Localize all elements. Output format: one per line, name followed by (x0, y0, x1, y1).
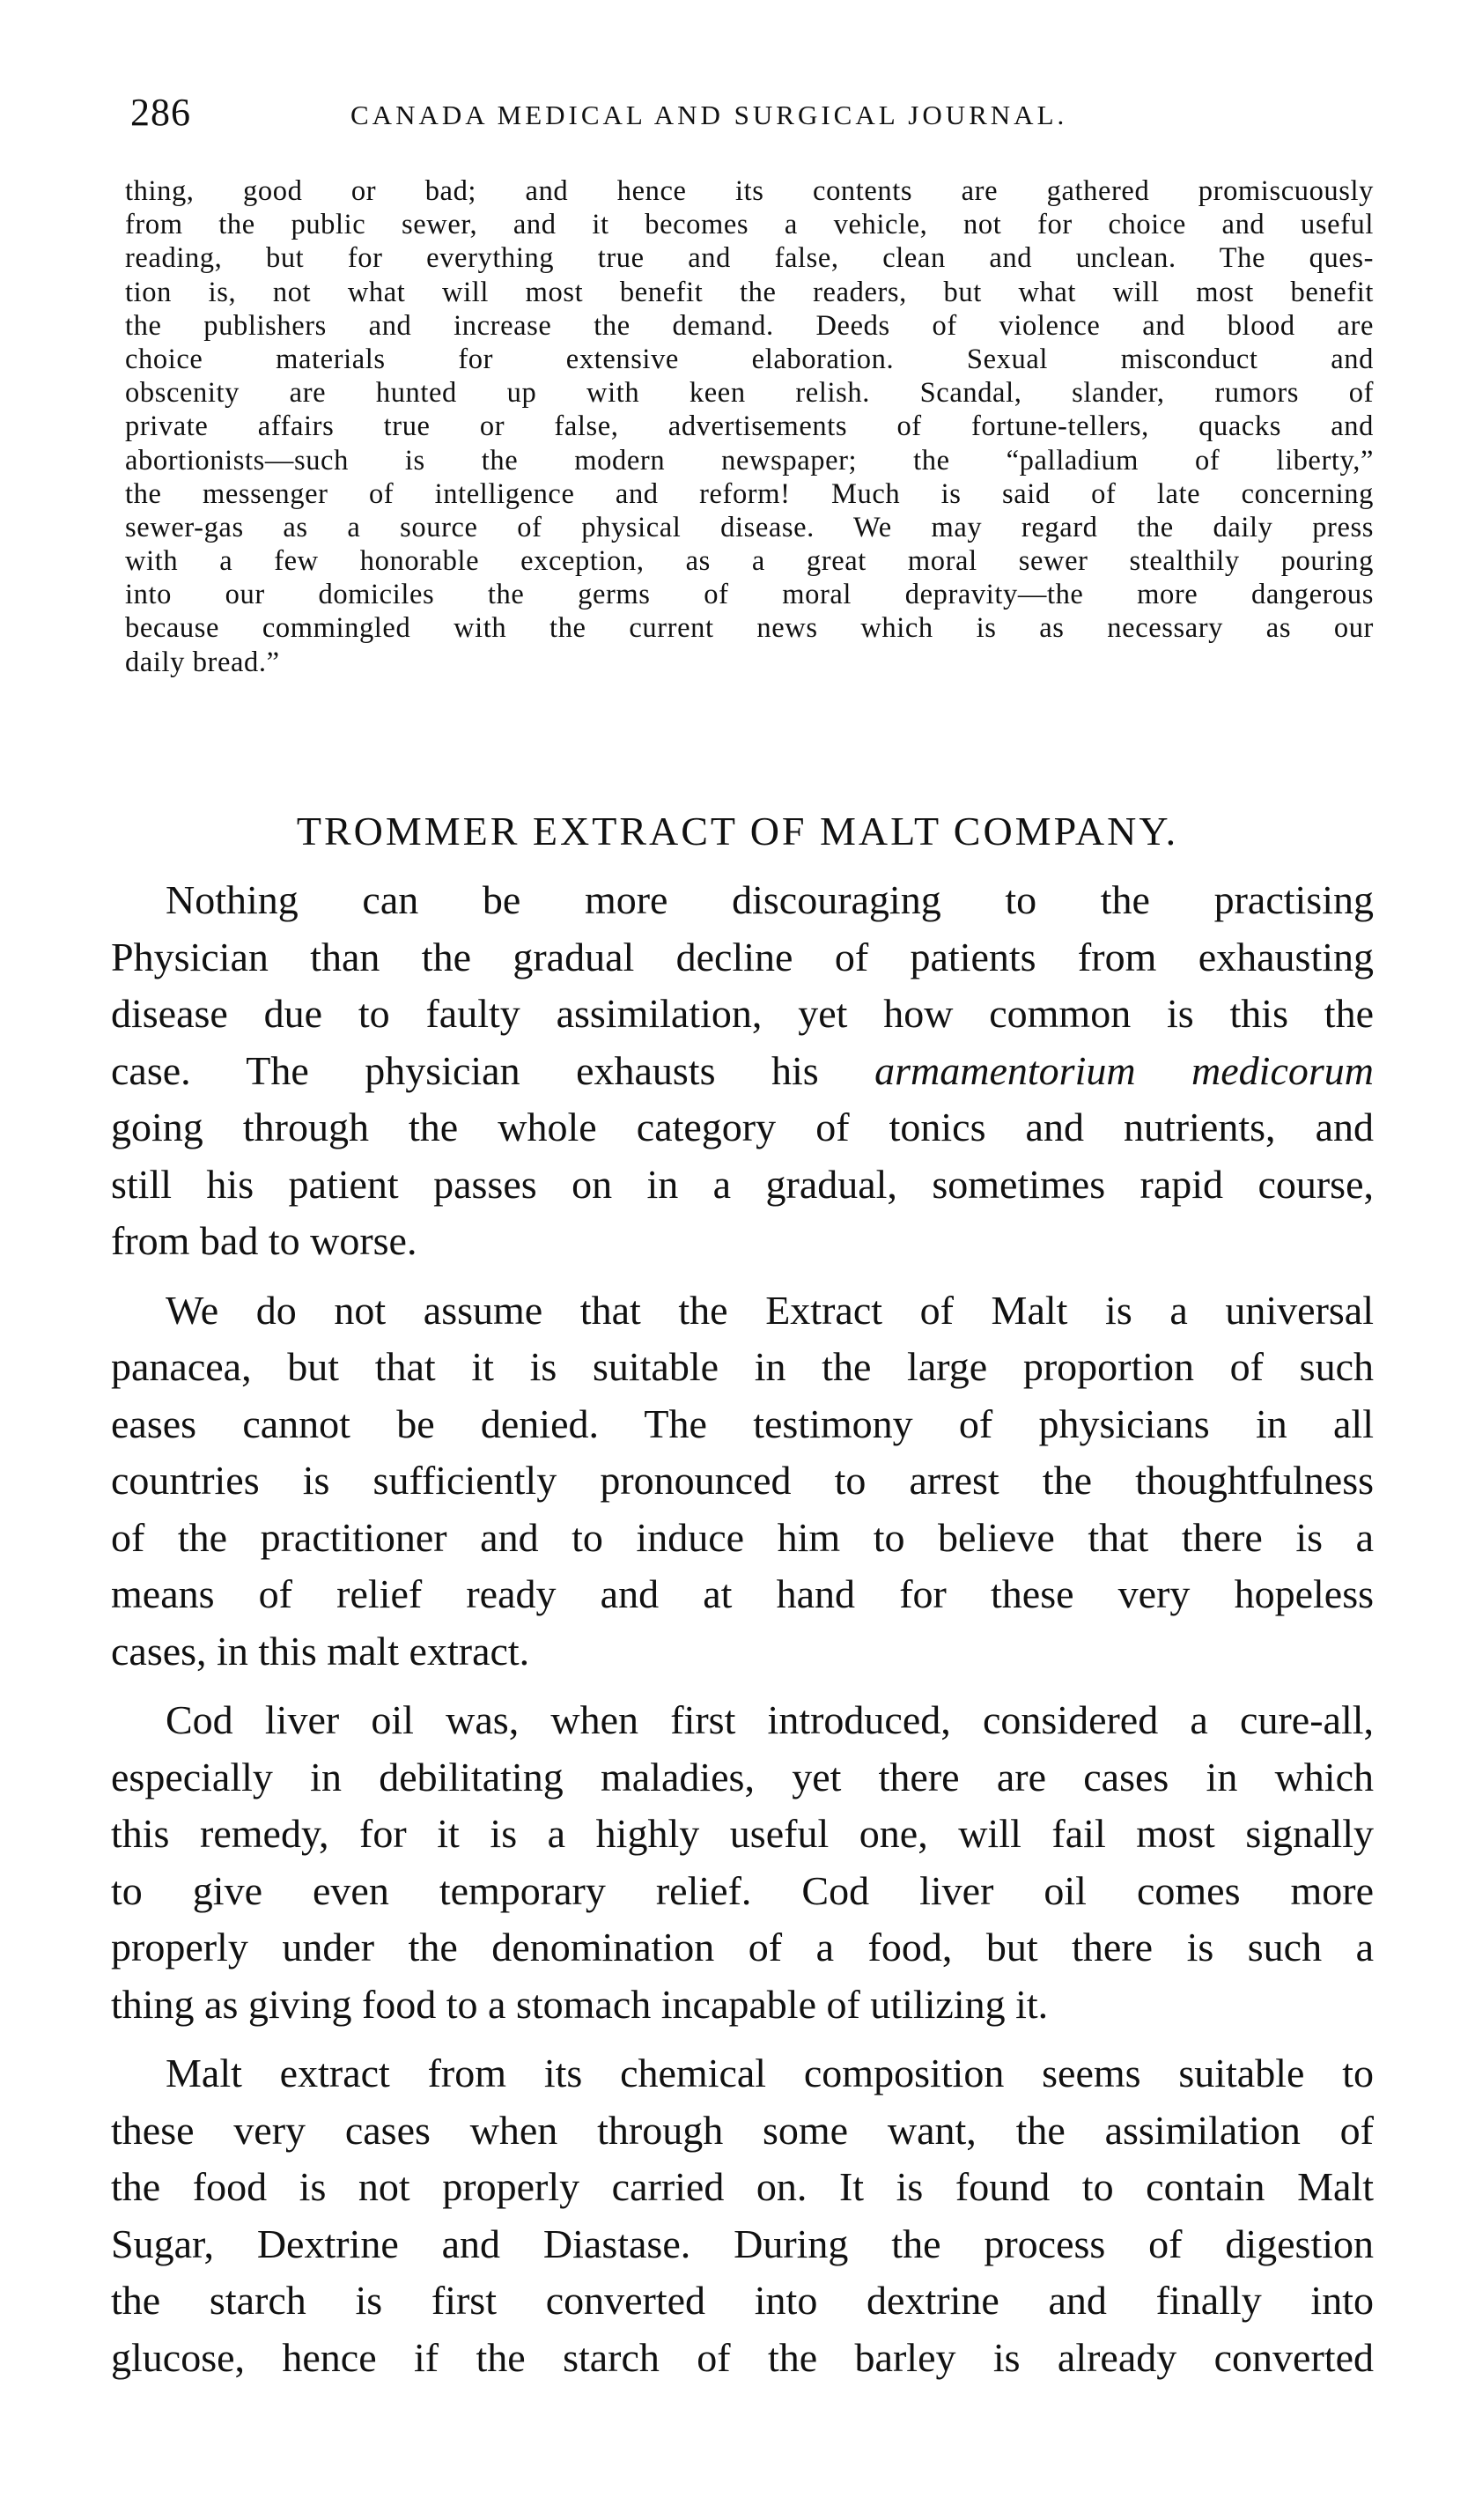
quote-line: the publishers and increase the demand. Deeds of violence and blood are (125, 309, 1374, 342)
body-line: eases cannot be denied. The testimony of physicians in all (111, 1400, 1374, 1446)
body-line: We do not assume that the Extract of Malt is a universal (166, 1287, 1374, 1333)
page-number: 286 (130, 91, 191, 134)
body-line: glucose, hence if the starch of the barley is already converted (111, 2334, 1374, 2380)
article-body (111, 872, 1374, 2398)
paragraph (111, 1692, 1374, 2033)
quote-line: obscenity are hunted up with keen relish. Scandal, slander, rumors of (125, 377, 1374, 410)
article-title: TROMMER EXTRACT OF MALT COMPANY. (296, 809, 1179, 854)
body-line: from bad to worse. (111, 1218, 417, 1263)
body-line: the starch is first converted into dextrine and finally into (111, 2278, 1374, 2323)
quote-line: choice materials for extensive elaboration. Sexual misconduct and (125, 343, 1374, 375)
body-line: still his patient passes on in a gradual, sometimes rapid course, (111, 1161, 1374, 1207)
body-line: thing as giving food to a stomach incapable of utilizing it. (111, 1981, 1049, 2027)
quote-line: into our domiciles the germs of moral depravity—the more dangerous (125, 579, 1374, 611)
paragraph (111, 872, 1374, 1270)
body-line: to give even temporary relief. Cod liver oil comes more (111, 1867, 1374, 1913)
quote-line: reading, but for everything true and false, clean and unclean. The ques- (125, 242, 1374, 275)
body-line: Physician than the gradual decline of patients from exhausting (111, 934, 1374, 979)
quote-line: sewer-gas as a source of physical disease. We may regard the daily press (125, 511, 1374, 543)
quote-line: thing, good or bad; and hence its contents are gathered promiscuously (125, 175, 1374, 207)
body-line: means of relief ready and at hand for these very hopeless (111, 1571, 1374, 1616)
body-line: these very cases when through some want, the assimilation of (111, 2107, 1374, 2153)
body-line: Cod liver oil was, when first introduced, considered a cure-all, (166, 1697, 1374, 1742)
quote-line: abortionists—such is the modern newspaper; the “palladium of liberty,” (125, 444, 1374, 477)
paragraph (111, 1282, 1374, 1681)
quote-line: because commingled with the current news which is as necessary as our (125, 612, 1374, 645)
quote-line: the messenger of intelligence and reform! Much is said of late concerning (125, 477, 1374, 510)
quote-line: private affairs true or false, advertisements of fortune-tellers, quacks and (125, 410, 1374, 443)
paragraph (111, 2045, 1374, 2386)
body-line: Malt extract from its chemical composition seems suitable to (166, 2051, 1374, 2095)
body-line: disease due to faulty assimilation, yet how common is this the (111, 991, 1374, 1036)
quote-line: from the public sewer, and it becomes a vehicle, not for choice and useful (125, 209, 1374, 241)
italic-term: armamentorium medicorum (874, 1047, 1374, 1093)
body-line-text: case. The physician exhausts his (111, 1047, 875, 1093)
page-header (130, 88, 1381, 150)
body-line: properly under the denomination of a food, but there is such a (111, 1925, 1374, 1969)
body-line: of the practitioner and to induce him to believe that there is a (111, 1514, 1374, 1560)
body-line: especially in debilitating maladies, yet there are cases in which (111, 1754, 1374, 1799)
quote-line: with a few honorable exception, as a great moral sewer stealthily pouring (125, 545, 1374, 578)
body-line: cases, in this malt extract. (111, 1628, 530, 1674)
body-line (111, 1043, 1374, 1100)
body-line: Sugar, Dextrine and Diastase. During the process of digestion (111, 2221, 1374, 2266)
quote-line: tion is, not what will most benefit the readers, but what will most benefit (125, 276, 1374, 308)
body-line: countries is sufficiently pronounced to arrest the thoughtfulness (111, 1458, 1374, 1503)
body-line: the food is not properly carried on. It is found to contain Malt (111, 2164, 1374, 2209)
body-line: Nothing can be more discouraging to the practising (166, 877, 1374, 922)
body-line: this remedy, for it is a highly useful one, will fail most signally (111, 1811, 1374, 1856)
body-line: panacea, but that it is suitable in the large proportion of such (111, 1344, 1374, 1389)
running-head: CANADA MEDICAL AND SURGICAL JOURNAL. (350, 100, 1068, 130)
quote-line: daily bread.” (125, 646, 280, 678)
body-line: going through the whole category of tonics and nutrients, and (111, 1105, 1374, 1149)
quoted-passage (125, 174, 1374, 679)
